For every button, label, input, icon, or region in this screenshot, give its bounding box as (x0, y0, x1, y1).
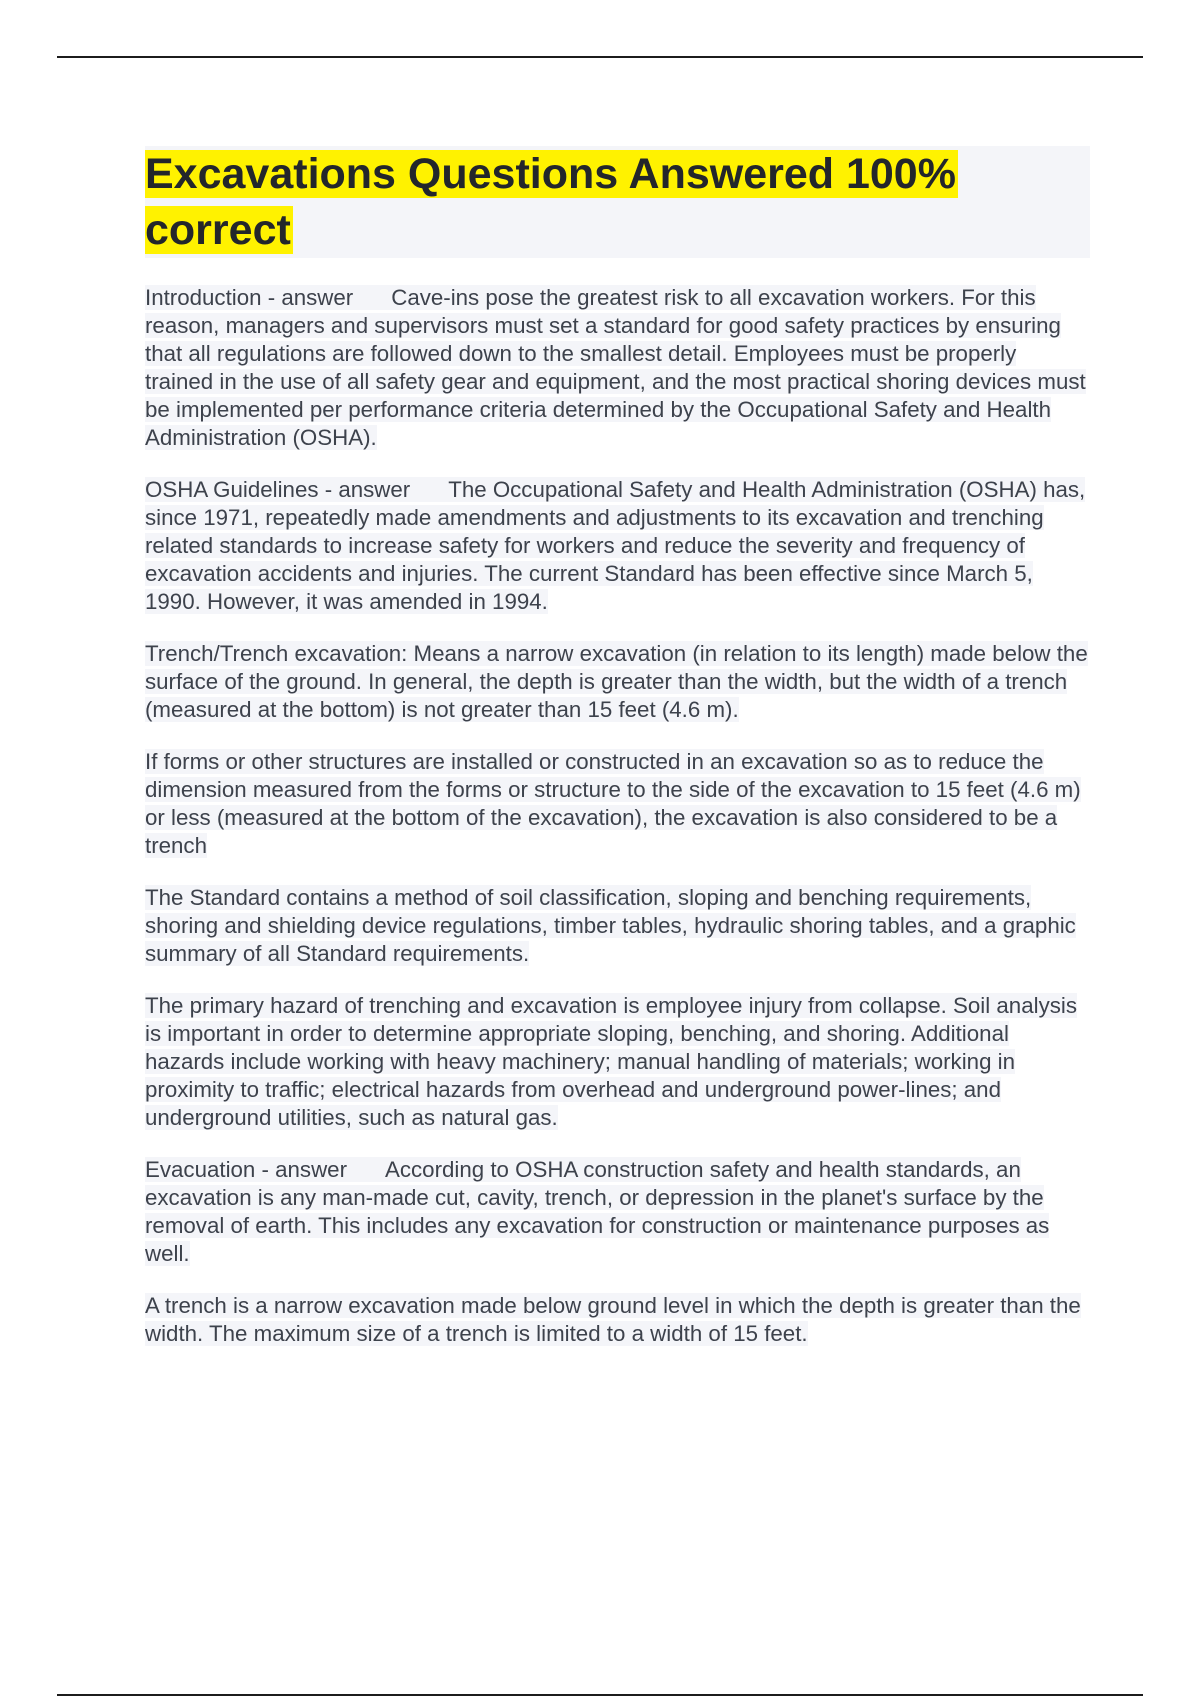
paragraph-label: Evacuation - answer (145, 1157, 348, 1182)
paragraph-primary-hazard (145, 992, 1090, 1132)
paragraph-text: Trench/Trench excavation: Means a narrow excavation (in relation to its length) made below the surface of the ground. In general, the depth is greater than the width, but the width of a trench (measured at the bottom) is not greater than 15 feet (4.6 m). (145, 641, 1088, 722)
paragraph-introduction (145, 284, 1090, 452)
paragraph-evacuation (145, 1156, 1090, 1268)
paragraph-trench-size (145, 1292, 1090, 1348)
paragraph-text: The Standard contains a method of soil classification, sloping and benching requirements, shoring and shielding device regulations, timber tables, hydraulic shoring tables, and a graphic summary of all Standard requirements. (145, 885, 1076, 966)
document-title (145, 146, 1090, 258)
paragraph-text: If forms or other structures are installed or constructed in an excavation so as to reduce the dimension measured from the forms or structure to the side of the excavation to 15 feet (4.6 m) or less (measured at the bottom of the excavation), the excavation is also considered to be a trench (145, 749, 1081, 858)
paragraph-label: OSHA Guidelines - answer (145, 477, 411, 502)
paragraph-label: Introduction - answer (145, 285, 354, 310)
paragraph-text: The Occupational Safety and Health Administration (OSHA) has, since 1971, repeatedly made amendments and adjustments to its excavation and trenching related standards to increase safety for workers and reduce the severity and frequency of excavation accidents and injuries. The current Standard has been effective since March 5, 1990. However, it was amended in 1994. (145, 477, 1086, 614)
paragraph-text: A trench is a narrow excavation made below ground level in which the depth is greater than the width. The maximum size of a trench is limited to a width of 15 feet. (145, 1293, 1081, 1346)
title-block (145, 146, 1090, 258)
paragraph-text: Cave-ins pose the greatest risk to all excavation workers. For this reason, managers and supervisors must set a standard for good safety practices by ensuring that all regulations are followed down to the smallest detail. Employees must be properly trained in the use of all safety gear and equipment, and the most practical shoring devices must be implemented per performance criteria determined by the Occupational Safety and Health Administration (OSHA). (145, 285, 1086, 450)
paragraph-text: According to OSHA construction safety and health standards, an excavation is any man-made cut, cavity, trench, or depression in the planet's surface by the removal of earth. This includes any excavation for construction or maintenance purposes as well. (145, 1157, 1050, 1266)
title-highlight: Excavations Questions Answered 100% correct (145, 150, 956, 254)
paragraph-trench-definition (145, 640, 1090, 724)
document-body (145, 146, 1090, 1372)
header-rule (57, 56, 1143, 58)
paragraph-forms-structures (145, 748, 1090, 860)
paragraph-osha-guidelines (145, 476, 1090, 616)
paragraph-text: The primary hazard of trenching and excavation is employee injury from collapse. Soil analysis is important in order to determine appropriate sloping, benching, and shoring. Additional hazards include working with heavy machinery; manual handling of materials; working in proximity to traffic; electrical hazards from overhead and underground power-lines; and underground utilities, such as natural gas. (145, 993, 1077, 1130)
paragraph-standard-contents (145, 884, 1090, 968)
footer-rule (57, 1694, 1143, 1696)
